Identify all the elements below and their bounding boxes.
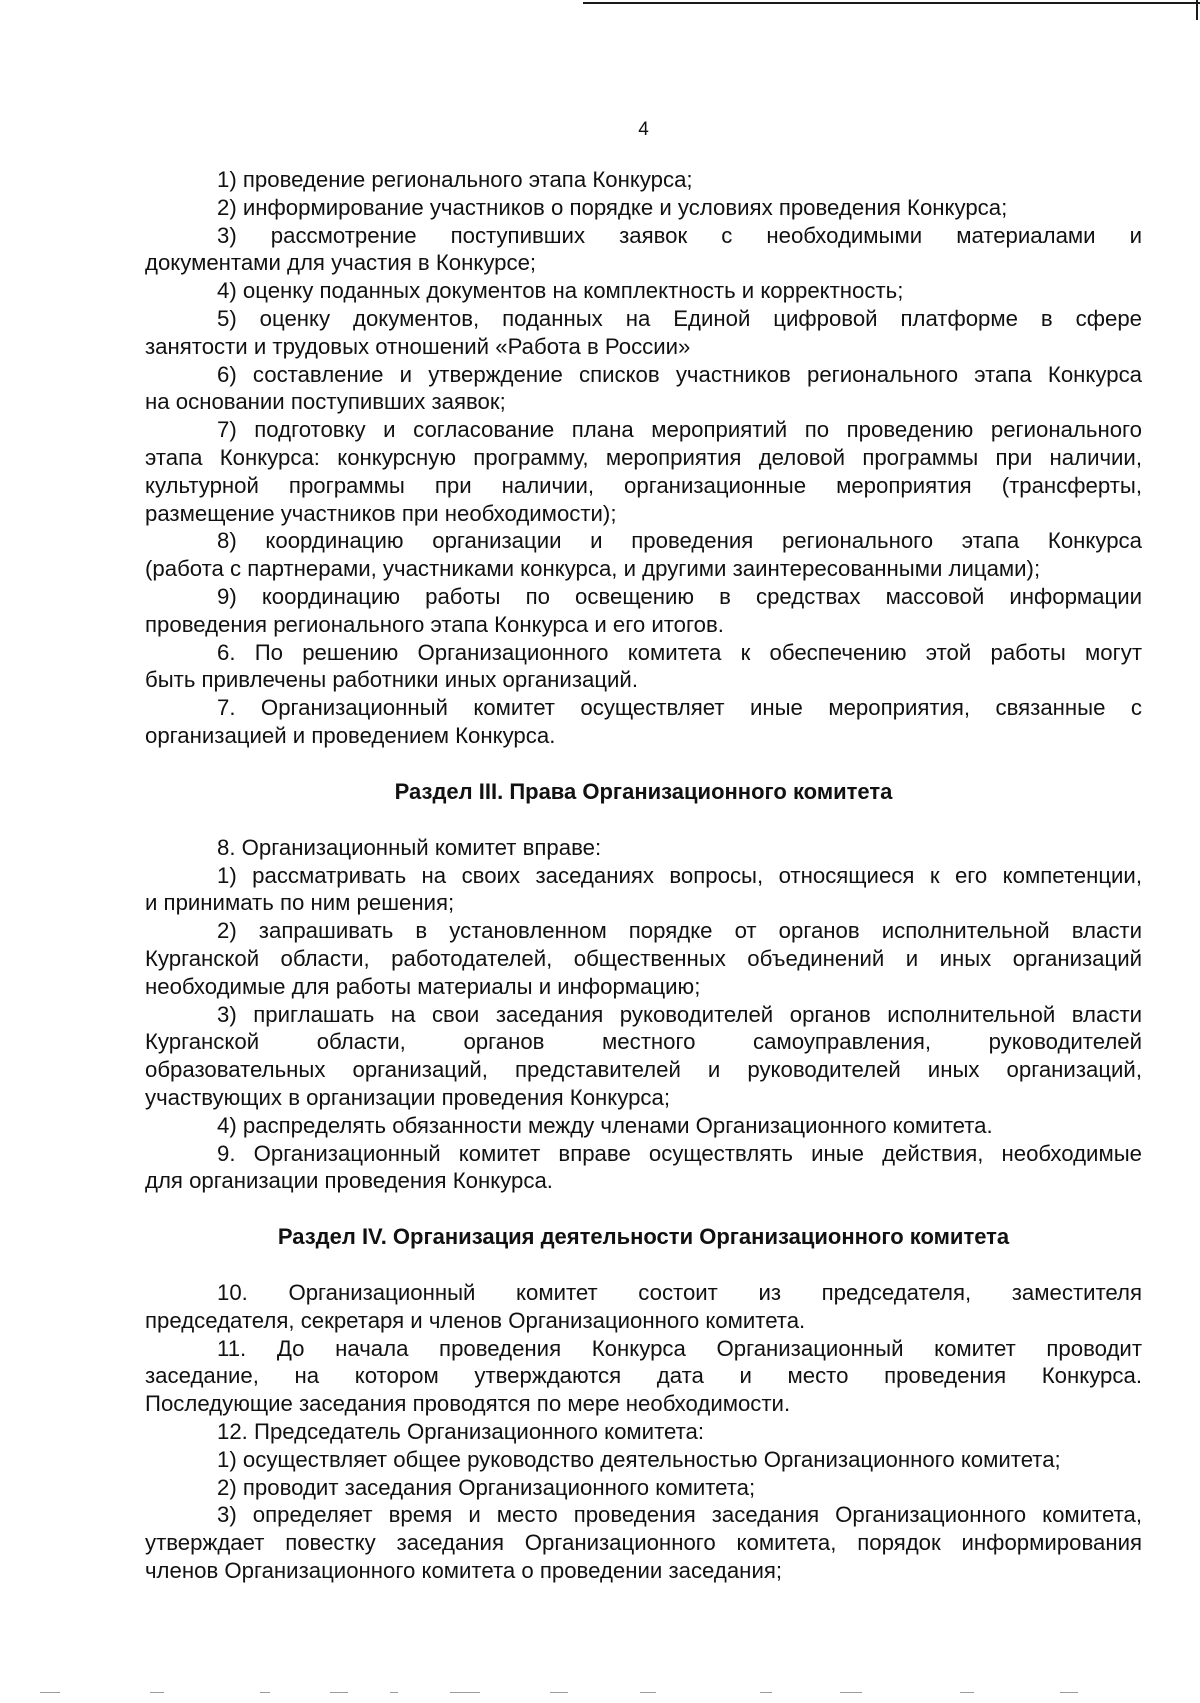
- text-line: документами для участия в Конкурсе;: [145, 250, 537, 276]
- text-line: и принимать по ним решения;: [145, 890, 455, 916]
- scan-noise: [0, 1690, 1200, 1696]
- text-line: 4) оценку поданных документов на комплектность и корректность;: [217, 278, 904, 304]
- text-line: членов Организационного комитета о проведении заседания;: [145, 1558, 783, 1584]
- text-line: 12. Председатель Организационного комитета:: [217, 1419, 704, 1445]
- document-page: [145, 118, 1142, 1585]
- text-line: участвующих в организации проведения Конкурса;: [145, 1084, 671, 1110]
- text-line: 7) подготовку и согласование плана мероприятий по проведению регионального: [217, 417, 1142, 443]
- text-line: утверждает повестку заседания Организационного комитета, порядок информирования: [145, 1530, 1142, 1556]
- section-heading: Раздел IV. Организация деятельности Организационного комитета: [277, 1224, 1010, 1250]
- text-line: организацией и проведением Конкурса.: [145, 722, 556, 748]
- scan-border-top: [583, 2, 1200, 4]
- text-line: заседание, на котором утверждаются дата и место проведения Конкурса.: [145, 1363, 1142, 1389]
- text-line: 11. До начала проведения Конкурса Организационный комитет проводит: [217, 1335, 1142, 1361]
- text-line: образовательных организаций, представителей и руководителей иных организаций,: [145, 1057, 1142, 1083]
- text-line: Курганской области, органов местного самоуправления, руководителей: [145, 1029, 1142, 1055]
- text-line: 6) составление и утверждение списков участников регионального этапа Конкурса: [217, 361, 1142, 387]
- text-line: Последующие заседания проводятся по мере необходимости.: [145, 1391, 791, 1417]
- text-line: 3) определяет время и место проведения заседания Организационного комитета,: [217, 1502, 1142, 1528]
- text-line: 1) проведение регионального этапа Конкурса;: [217, 167, 693, 192]
- text-line: 4) распределять обязанности между членами Организационного комитета.: [217, 1112, 993, 1138]
- text-line: 7. Организационный комитет осуществляет иные мероприятия, связанные с: [217, 695, 1142, 721]
- text-line: на основании поступивших заявок;: [145, 389, 506, 415]
- text-line: 3) рассмотрение поступивших заявок с необходимыми материалами и: [217, 222, 1142, 248]
- text-line: культурной программы при наличии, организационные мероприятия (трансферты,: [145, 472, 1142, 498]
- text-line: занятости и трудовых отношений «Работа в России»: [145, 333, 691, 359]
- text-line: этапа Конкурса: конкурсную программу, мероприятия деловой программы при наличии,: [145, 444, 1142, 470]
- text-line: (работа с партнерами, участниками конкурса, и другими заинтересованными лицами);: [145, 556, 1041, 582]
- text-line: размещение участников при необходимости);: [145, 500, 617, 526]
- text-line: 9. Организационный комитет вправе осуществлять иные действия, необходимые: [217, 1140, 1142, 1166]
- document-body: [145, 166, 1142, 1585]
- text-line: 1) рассматривать на своих заседаниях вопросы, относящиеся к его компетенции,: [217, 862, 1142, 888]
- page-number: 4: [638, 119, 649, 140]
- text-line: необходимые для работы материалы и информацию;: [145, 973, 701, 999]
- text-line: 2) проводит заседания Организационного комитета;: [217, 1474, 756, 1500]
- text-line: 8) координацию организации и проведения регионального этапа Конкурса: [217, 528, 1142, 554]
- text-line: 10. Организационный комитет состоит из председателя, заместителя: [217, 1280, 1142, 1306]
- text-line: 9) координацию работы по освещению в средствах массовой информации: [217, 583, 1142, 609]
- text-line: 8. Организационный комитет вправе:: [217, 834, 602, 860]
- text-line: Курганской области, работодателей, общественных объединений и иных организаций: [145, 945, 1142, 971]
- scan-border-right: [1196, 0, 1198, 20]
- text-line: для организации проведения Конкурса.: [145, 1168, 553, 1194]
- text-line: 3) приглашать на свои заседания руководителей органов исполнительной власти: [217, 1001, 1142, 1027]
- text-line: быть привлечены работники иных организаций.: [145, 667, 638, 693]
- section-heading: Раздел III. Права Организационного комитета: [394, 778, 893, 804]
- text-line: проведения регионального этапа Конкурса и его итогов.: [145, 611, 724, 637]
- text-line: 5) оценку документов, поданных на Единой цифровой платформе в сфере: [217, 305, 1142, 331]
- text-line: 2) информирование участников о порядке и условиях проведения Конкурса;: [217, 194, 1008, 220]
- text-line: 6. По решению Организационного комитета к обеспечению этой работы могут: [217, 639, 1142, 665]
- text-line: председателя, секретаря и членов Организационного комитета.: [145, 1307, 806, 1333]
- text-line: 1) осуществляет общее руководство деятельностью Организационного комитета;: [217, 1446, 1061, 1472]
- text-line: 2) запрашивать в установленном порядке от органов исполнительной власти: [217, 918, 1142, 944]
